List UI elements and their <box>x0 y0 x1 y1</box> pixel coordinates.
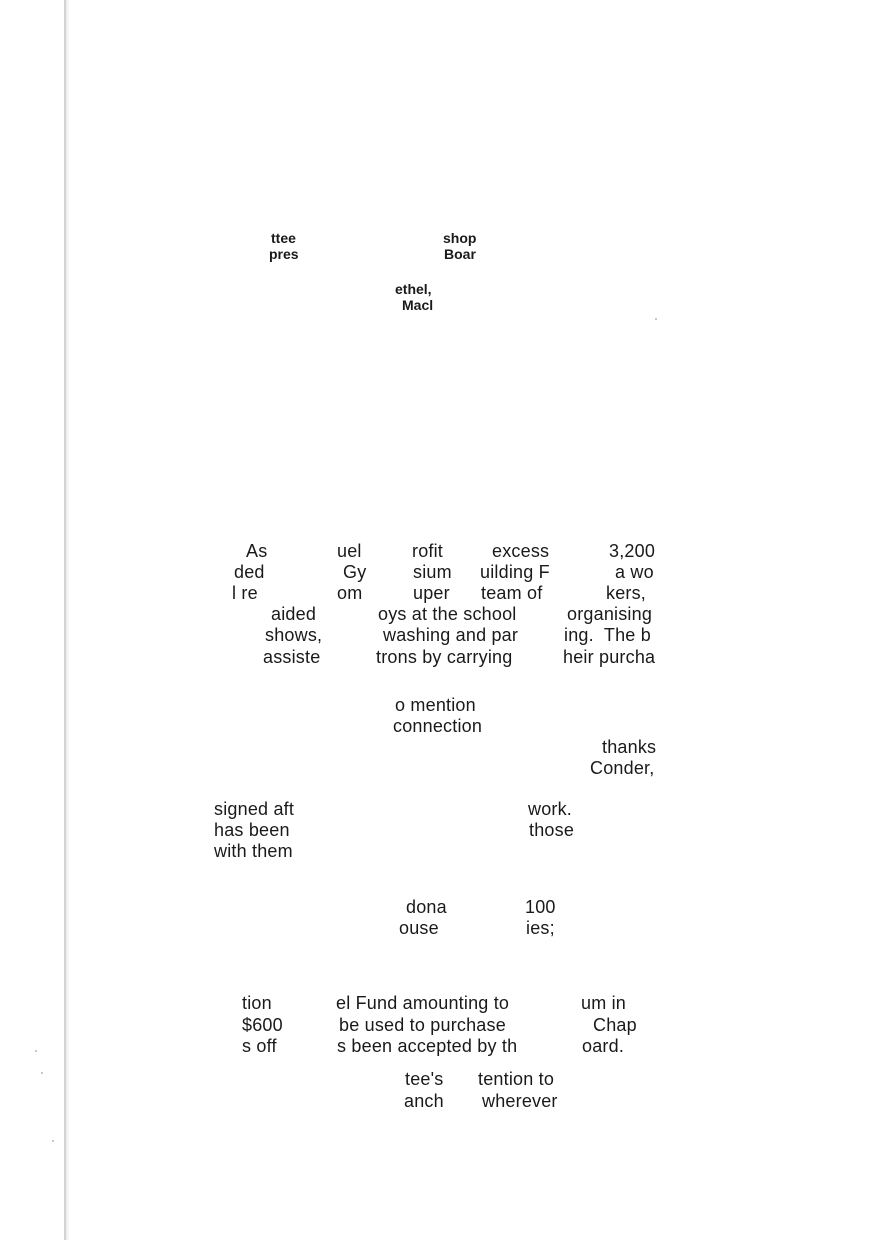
body-fragment: oard. <box>582 1036 625 1056</box>
scan-speck <box>35 1050 37 1052</box>
body-fragment: tee's <box>405 1069 444 1089</box>
body-fragment: Conder, <box>590 758 655 778</box>
body-fragment: 3,200 <box>609 541 656 561</box>
body-fragment: uel <box>337 541 362 561</box>
body-fragment: a wo <box>615 562 654 582</box>
header-fragment: pres <box>269 246 299 262</box>
body-fragment: with them <box>214 841 293 861</box>
body-fragment: aided <box>271 604 317 624</box>
scan-speck <box>655 318 657 320</box>
body-fragment: om <box>337 583 363 603</box>
body-fragment: ded <box>234 562 265 582</box>
header-fragment: shop <box>443 230 477 246</box>
body-fragment: Chap <box>593 1015 637 1035</box>
body-fragment: wherever <box>482 1091 558 1111</box>
header-fragment: ttee <box>271 230 296 246</box>
header-fragment: Boar <box>444 246 476 262</box>
body-fragment: uper <box>413 583 450 603</box>
body-fragment: kers, <box>606 583 647 603</box>
scan-speck <box>52 1140 54 1142</box>
scan-speck <box>41 1072 43 1074</box>
body-fragment: thanks <box>602 737 657 757</box>
body-fragment: 100 <box>525 897 556 917</box>
body-fragment: s off <box>242 1036 277 1056</box>
page-edge-shadow <box>66 0 70 1240</box>
body-fragment: heir purcha <box>563 647 656 667</box>
body-fragment: washing and par <box>383 625 519 645</box>
body-fragment: assiste <box>263 647 321 667</box>
body-fragment: organising <box>567 604 653 624</box>
body-fragment: be used to purchase <box>339 1015 506 1035</box>
body-fragment: connection <box>393 716 483 736</box>
body-fragment: rofit <box>412 541 444 561</box>
header-fragment: ethel, <box>395 281 432 297</box>
body-fragment: work. <box>528 799 573 819</box>
body-fragment: um in <box>581 993 627 1013</box>
body-fragment: tion <box>242 993 272 1013</box>
body-fragment: those <box>529 820 575 840</box>
body-fragment: oys at the school <box>378 604 517 624</box>
body-fragment: team of <box>481 583 543 603</box>
body-fragment: el Fund amounting to <box>336 993 510 1013</box>
body-fragment: has been <box>214 820 290 840</box>
body-fragment: signed aft <box>214 799 295 819</box>
body-fragment: ing. The b <box>564 625 651 645</box>
body-fragment: l re <box>232 583 258 603</box>
body-fragment: ies; <box>526 918 555 938</box>
header-fragment: Macl <box>402 297 434 313</box>
body-fragment: s been accepted by th <box>337 1036 518 1056</box>
body-fragment: $600 <box>242 1015 283 1035</box>
body-fragment: shows, <box>265 625 323 645</box>
body-fragment: uilding F <box>480 562 550 582</box>
body-fragment: trons by carrying <box>376 647 513 667</box>
body-fragment: Gy <box>343 562 367 582</box>
body-fragment: o mention <box>395 695 476 715</box>
body-fragment: sium <box>413 562 452 582</box>
body-fragment: ouse <box>399 918 439 938</box>
body-fragment: As <box>246 541 268 561</box>
body-fragment: dona <box>406 897 447 917</box>
body-fragment: excess <box>492 541 550 561</box>
body-fragment: anch <box>404 1091 444 1111</box>
body-fragment: tention to <box>478 1069 555 1089</box>
